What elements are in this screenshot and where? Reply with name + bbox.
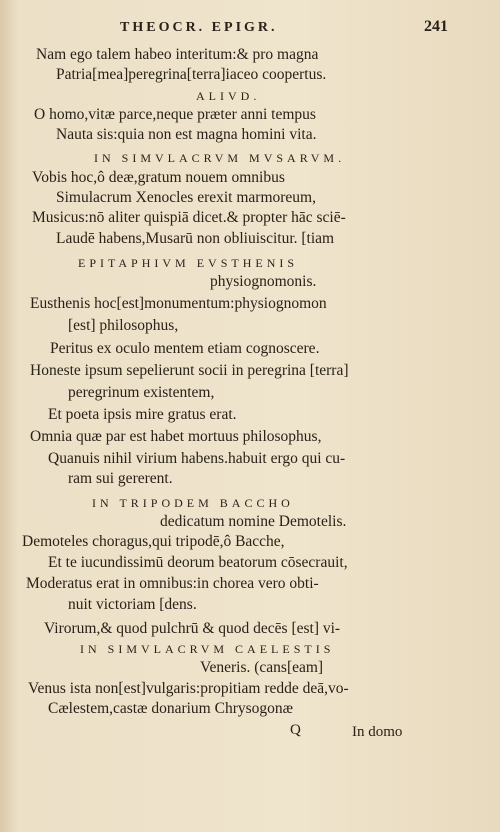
- page-number: 241: [424, 18, 448, 35]
- text-line: Simulacrum Xenocles erexit marmoreum,: [56, 189, 316, 206]
- section-subheading: physiognomonis.: [210, 273, 317, 290]
- text-line: Quanuis nihil virium habens.habuit ergo qui cu-: [48, 450, 346, 467]
- text-line: Virorum,& quod pulchrū & quod decēs [est] vi-: [44, 620, 341, 637]
- text-line: Nam ego talem habeo interitum:& pro magna: [36, 46, 319, 63]
- text-line: Moderatus erat in omnibus:in chorea vero obti-: [26, 575, 319, 592]
- text-line: Patria[mea]peregrina[terra]iaceo coopertus.: [56, 66, 327, 83]
- text-line: nuit victoriam [dens.: [68, 596, 197, 613]
- section-heading: IN SIMVLACRVM CAELESTIS: [80, 642, 335, 656]
- text-line: ram sui gererent.: [68, 470, 173, 487]
- text-line: Et poeta ipsis mire gratus erat.: [48, 406, 237, 423]
- text-line: Et te iucundissimū deorum beatorum cōsecrauit,: [48, 554, 348, 571]
- section-heading: EPITAPHIVM EVSTHENIS: [78, 256, 299, 270]
- text-line: Musicus:nō aliter quispiā dicet.& propter hāc sciē-: [32, 209, 346, 226]
- text-line: [est] philosophus,: [68, 317, 179, 334]
- text-line: Cælestem,castæ donarium Chrysogonæ: [48, 700, 293, 717]
- running-title: THEOCR. EPIGR.: [120, 20, 278, 35]
- section-heading: IN TRIPODEM BACCHO: [92, 496, 294, 510]
- signature-mark: Q: [290, 722, 301, 738]
- section-heading: IN SIMVLACRVM MVSARVM.: [94, 151, 346, 165]
- section-heading: ALIVD.: [196, 89, 261, 103]
- text-line: Vobis hoc,ô deæ,gratum nouem omnibus: [32, 169, 285, 186]
- section-subheading: Veneris. (cans[eam]: [200, 659, 324, 676]
- section-subheading: dedicatum nomine Demotelis.: [160, 513, 347, 530]
- text-line: Venus ista non[est]vulgaris:propitiam redde deā,vo-: [28, 680, 349, 697]
- text-line: O homo,vitæ parce,neque præter anni tempus: [34, 106, 316, 123]
- text-line: Demoteles choragus,qui tripodē,ô Bacche,: [22, 533, 285, 550]
- text-line: Honeste ipsum sepelierunt socii in peregrina [terra]: [30, 362, 349, 379]
- text-line: Laudē habens,Musarū non obliuiscitur. [tiam: [56, 230, 335, 247]
- text-line: Omnia quæ par est habet mortuus philosophus,: [30, 428, 322, 445]
- text-line: Peritus ex oculo mentem etiam cognoscere.: [50, 340, 320, 357]
- text-line: peregrinum existentem,: [68, 384, 215, 401]
- text-line: Eusthenis hoc[est]monumentum:physiognomon: [30, 295, 327, 312]
- text-line: Nauta sis:quia non est magna homini vita.: [56, 126, 317, 143]
- catchword: In domo: [352, 724, 403, 740]
